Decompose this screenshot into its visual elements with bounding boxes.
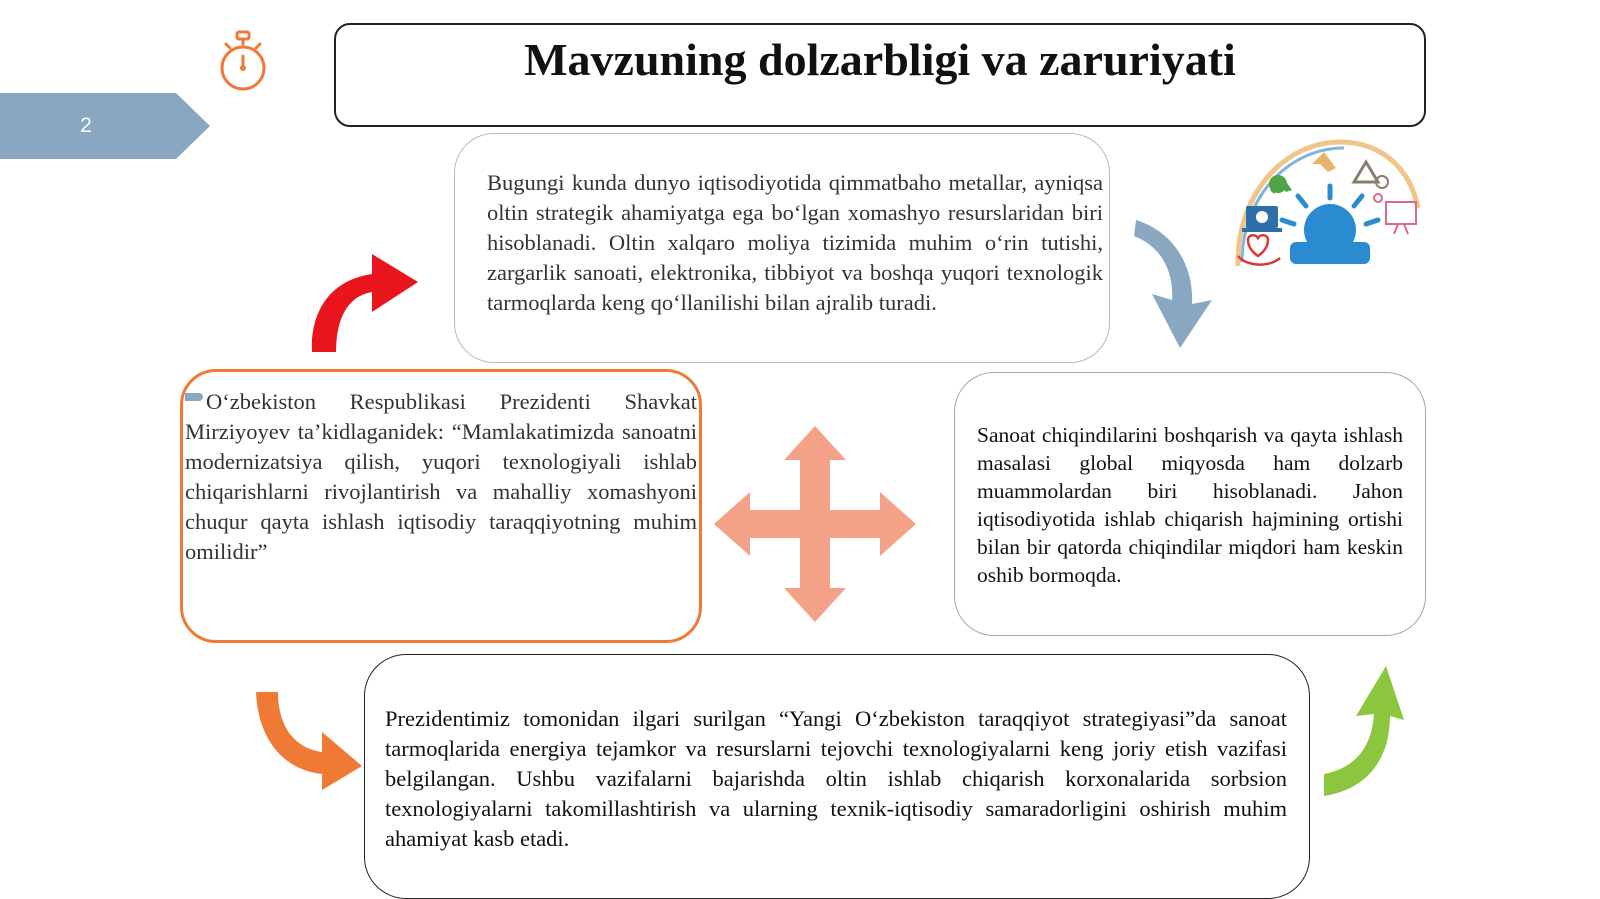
text-box-top [454, 133, 1110, 363]
text-top: Bugungi kunda dunyo iqtisodiyotida qimmatbaho metallar, ayniqsa oltin strategik ahamiyatga ega bo‘lgan xomashyo resurslaridan biri hisoblanadi. Oltin xalqaro moliya tizimida muhim o‘rin tutishi, zargarlik sanoati, elektronika, tibbiyot va boshqa yuqori texnologik tarmoqlarda keng qo‘llanilishi bilan ajralib turadi. [487, 170, 1103, 315]
bullet-marker [185, 393, 203, 401]
curved-arrow-red-icon [310, 252, 420, 354]
curved-arrow-orange-icon [256, 692, 364, 792]
text-box-right [954, 372, 1426, 636]
slide-title: Mavzuning dolzarbligi va zaruriyati [524, 34, 1236, 85]
stopwatch-icon [218, 30, 268, 94]
text-box-left [180, 369, 702, 643]
slide-number: 2 [80, 114, 92, 137]
four-way-arrow-icon [714, 426, 916, 622]
education-collage-icon [1232, 138, 1422, 274]
title-box [334, 23, 1426, 127]
text-box-bottom [364, 654, 1310, 899]
text-right: Sanoat chiqindilarini boshqarish va qayta ishlash masalasi global miqyosda ham dolzarb muammolardan biri hisoblanadi. Jahon iqtisodiyotida ishlab chiqarish hajmining ortishi bilan bir qatorda chiqindilar miqdori ham keskin oshib bormoqda. [977, 423, 1403, 587]
curved-arrow-green-icon [1322, 666, 1406, 798]
text-bottom: Prezidentimiz tomonidan ilgari surilgan “Yangi O‘zbekiston taraqqiyot strategiyasi”da sanoat tarmoqlarida energiya tejamkor va resurslarni tejovchi texnologiyalarni keng joriy etish vazifasi belgilangan. Ushbu vazifalarni bajarishda oltin ishlab chiqarish korxonalarida sorbsion texnologiyalarni takomillashtirish va ularning texnik-iqtisodiy samaradorligini oshirish muhim ahamiyat kasb etadi. [385, 706, 1287, 851]
text-left: O‘zbekiston Respublikasi Prezidenti Shavkat Mirziyoyev ta’kidlaganidek: “Mamlakatimizda sanoatni modernizatsiya qilish, yuqori texnologiyali ishlab chiqarishlarni rivojlantirish va mahalliy xomashyoni chuqur qayta ishlash iqtisodiy taraqqiyotning muhim omilidir” [185, 389, 697, 564]
curved-arrow-blue-icon [1134, 218, 1216, 350]
text-left-wrapper [185, 387, 697, 567]
